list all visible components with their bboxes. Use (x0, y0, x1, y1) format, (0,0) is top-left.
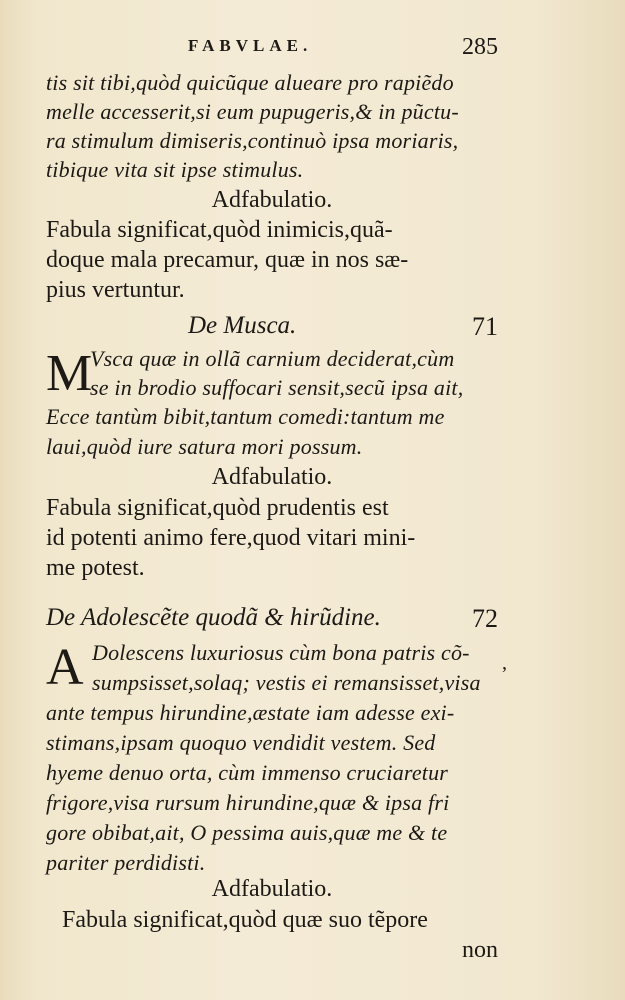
moral-line: Fabula significat,quòd quæ suo tẽpore (62, 907, 428, 933)
continuation-line: tibique vita sit ipse stimulus. (46, 157, 304, 182)
fable-line: Ecce tantùm bibit,tantum comedi:tantum me (46, 404, 445, 429)
fable-line: frigore,visa rursum hirundine,quæ & ipsa fri (46, 790, 450, 815)
fable-line: gore obibat,ait, O pessima auis,quæ me & te (46, 820, 448, 845)
continuation-line: tis sit tibi,quòd quicũque alueare pro rapiẽdo (46, 70, 454, 95)
drop-capital: A (46, 639, 84, 696)
fable-line: stimans,ipsam quoquo vendidit vestem. Sed (46, 730, 436, 755)
fable-line: laui,quòd iure satura mori possum. (46, 434, 363, 459)
fable-72-heading (46, 604, 498, 632)
moral-line: me potest. (46, 555, 145, 581)
adfabulatio-heading: Adfabulatio. (211, 464, 333, 490)
adfabulatio-heading: Adfabulatio. (211, 876, 333, 902)
adfabulatio-heading: Adfabulatio. (211, 187, 333, 213)
moral-line: id potenti animo fere,quod vitari mini- (46, 525, 416, 551)
continuation-line: melle accesserit,si eum pupugeris,& in pũctu- (46, 99, 459, 124)
moral-line: doque mala precamur, quæ in nos sæ- (46, 247, 409, 273)
running-title: FABVLAE. (188, 36, 313, 55)
fable-line: pariter perdidisti. (46, 850, 206, 875)
moral-line: pius vertuntur. (46, 277, 185, 303)
catchword: non (462, 937, 498, 963)
fable-line: se in brodio suffocari sensit,secũ ipsa ait, (90, 375, 464, 400)
continuation-line: ra stimulum dimiseris,continuò ipsa moriaris, (46, 128, 459, 153)
fable-number: 72 (472, 604, 498, 633)
fable-line: hyeme denuo orta, cùm immenso cruciaretur (46, 760, 449, 785)
page-number: 285 (462, 34, 498, 60)
fable-number: 71 (472, 312, 498, 341)
fable-71-heading (46, 312, 498, 340)
fable-line: Dolescens luxuriosus cùm bona patris cõ- (92, 640, 470, 665)
fable-line: Vsca quæ in ollã carnium deciderat,cùm (90, 346, 455, 371)
margin-mark: , (502, 652, 507, 674)
moral-line: Fabula significat,quòd inimicis,quã- (46, 217, 393, 243)
fable-title: De Adolescẽte quodã & hirũdine. (46, 604, 381, 631)
fable-title: De Musca. (188, 312, 297, 339)
moral-line: Fabula significat,quòd prudentis est (46, 495, 389, 521)
drop-capital: M (46, 345, 93, 402)
fable-line: sumpsisset,solaq; vestis ei remansisset,visa (92, 670, 481, 695)
fable-line: ante tempus hirundine,æstate iam adesse exi- (46, 700, 455, 725)
